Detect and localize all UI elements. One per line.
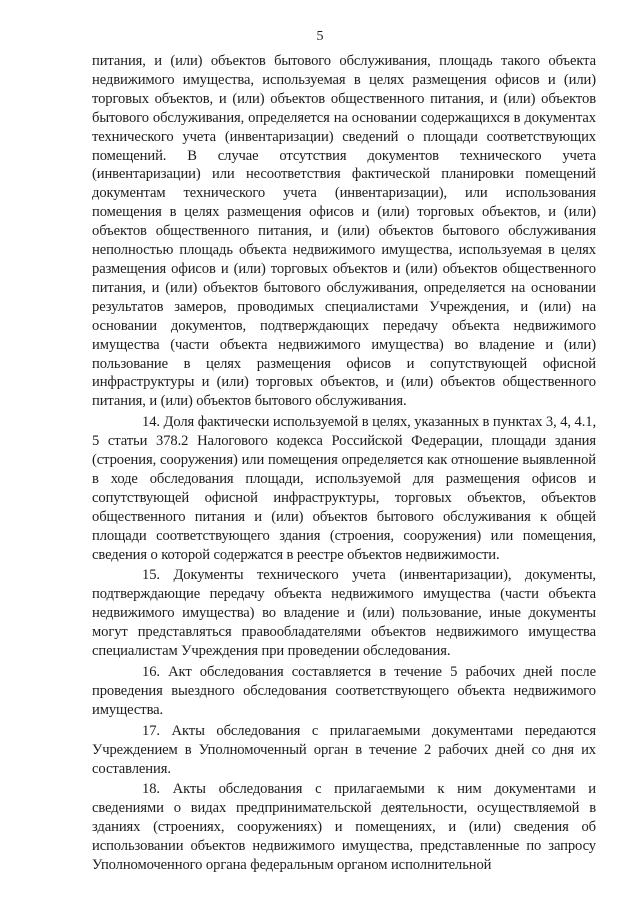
paragraph-item-18: 18. Акты обследования с прилагаемыми к ним документами и сведениями о видах предпринимательской деятельности, осуществляемой в зданиях (строениях, сооружениях) и помещениях, и (или) сведения об использовании объектов недвижимого имущества, представленные по запросу Уполномоченного органа федеральным органом исполнительной [92,781,596,874]
page-number: 5 [316,29,324,44]
paragraph-continuation: питания, и (или) объектов бытового обслуживания, площадь такого объекта недвижимого имущества, используемая в целях размещения офисов и (или) торговых объектов, и (или) объектов общественного питания, и (или) объектов бытового обслуживания, определяется на основании содержащихся в документах технического учета (инвентаризации) сведений о площади соответствующих помещений. В случае отсутствия документов технического учета (инвентаризации) или несоответствия фактической планировки помещений документам технического учета (инвентаризации), или использования помещения в целях размещения офисов и (или) торговых объектов, и (или) объектов общественного питания, и (или) объектов бытового обслуживания неполностью площадь объекта недвижимого имущества, используемая в целях размещения офисов и (или) торговых объектов и (или) объектов общественного питания, и (или) объектов бытового обслуживания, определяется на основании результатов замеров, проводимых специалистами Учреждения, и (или) на основании документов, подтверждающих передачу объекта недвижимого имущества (части объекта недвижимого имущества) во владение и (или) пользование в целях размещения офисов и сопутствующей офисной инфраструктуры и (или) торговых объектов, и (или) объектов общественного питания, и (или) объектов бытового обслуживания. [92,53,596,410]
paragraph-item-17: 17. Акты обследования с прилагаемыми документами передаются Учреждением в Уполномоченный орган в течение 2 рабочих дней со дня их составления. [92,722,596,777]
paragraph-item-15: 15. Документы технического учета (инвентаризации), документы, подтверждающие передачу объекта недвижимого имущества (части объекта недвижимого имущества) во владение и (или) пользование, иные документы могут представляться правообладателями объектов недвижимого имущества специалистам Учреждения при проведении обследования. [92,567,596,660]
paragraph-item-16: 16. Акт обследования составляется в течение 5 рабочих дней после проведения выездного обследования соответствующего объекта недвижимого имущества. [92,664,596,718]
paragraph-item-14: 14. Доля фактически используемой в целях, указанных в пунктах 3, 4, 4.1, 5 статьи 378.2 Налогового кодекса Российской Федерации, площади здания (строения, сооружения) или помещения определяется как отношение выявленной в ходе обследования площади, используемой для размещения офисов и сопутствующей офисной инфраструктуры, торговых объектов, объектов общественного питания и (или) объектов бытового обслуживания к общей площади соответствующего здания (строения, сооружения) или помещения, сведения о которой содержатся в реестре объектов недвижимости. [92,414,596,563]
document-body [92,52,596,875]
